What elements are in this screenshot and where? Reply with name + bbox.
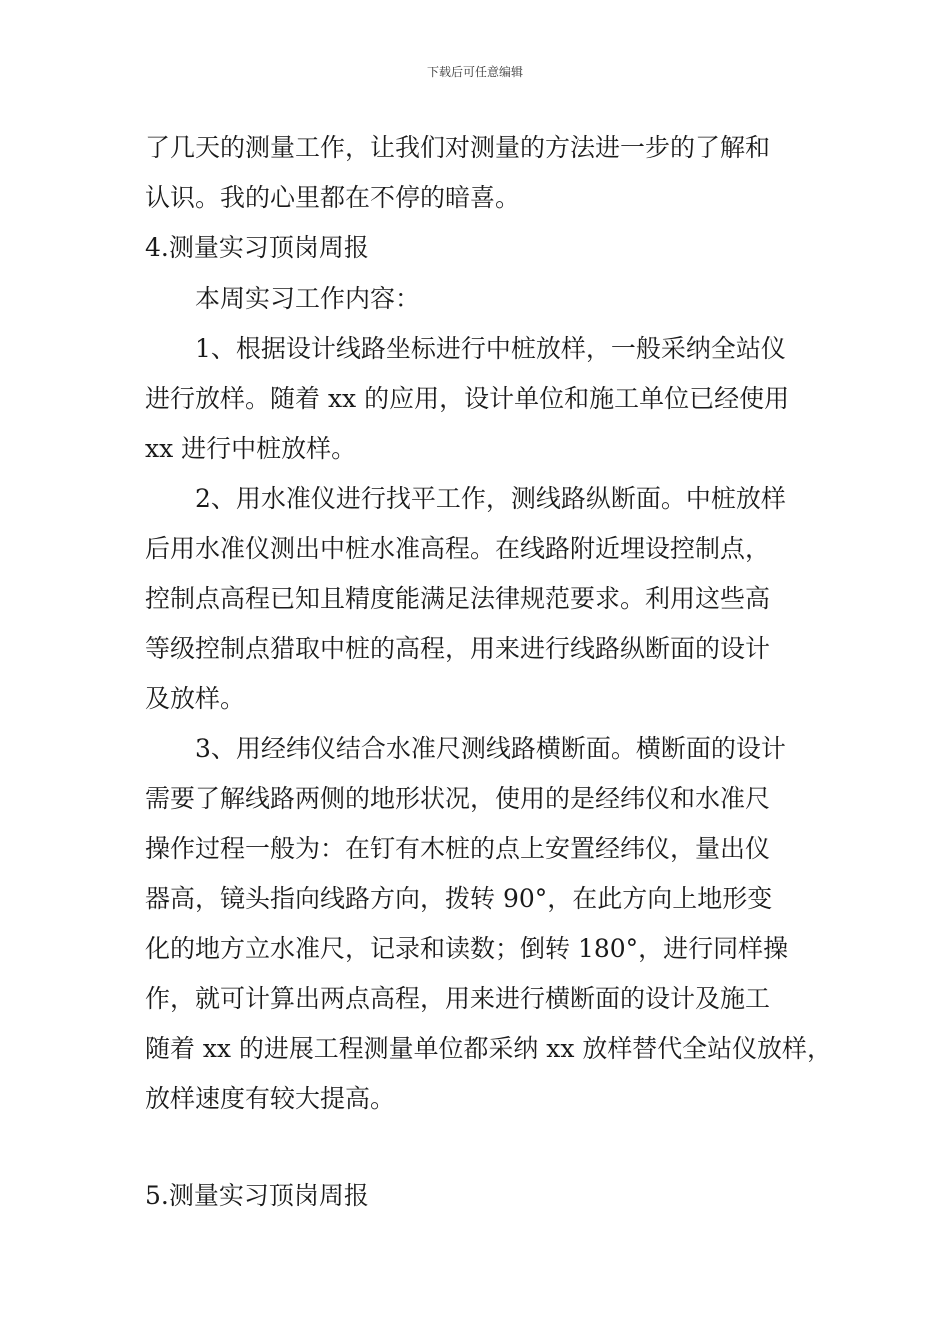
body-line: 随着 xx 的进展工程测量单位都采纳 xx 放样替代全站仪放样， [145,1034,832,1063]
body-line: 3、用经纬仪结合水准尺测线路横断面。横断面的设计 [195,734,786,763]
body-line: 控制点高程已知且精度能满足法律规范要求。利用这些高 [145,584,771,613]
section-heading: 5.测量实习顶岗周报 [145,1181,369,1210]
body-line: 等级控制点猎取中桩的高程，用来进行线路纵断面的设计 [145,634,771,663]
body-line: 认识。我的心里都在不停的暗喜。 [145,183,521,212]
body-line: 放样速度有较大提高。 [145,1084,396,1113]
body-line: 了几天的测量工作，让我们对测量的方法进一步的了解和 [145,133,771,162]
body-line: 本周实习工作内容： [195,284,421,313]
body-line: 化的地方立水准尺，记录和读数；倒转 180°，进行同样操 [145,934,789,963]
body-line: 进行放样。随着 xx 的应用，设计单位和施工单位已经使用 [145,384,790,413]
body-line: 操作过程一般为：在钉有木桩的点上安置经纬仪，量出仪 [145,834,771,863]
body-line: 1、根据设计线路坐标进行中桩放样，一般采纳全站仪 [195,334,786,363]
body-line: 作，就可计算出两点高程，用来进行横断面的设计及施工 [145,984,771,1013]
body-line: 后用水准仪测出中桩水准高程。在线路附近埋设控制点， [145,534,771,563]
body-line: 器高，镜头指向线路方向，拨转 90°，在此方向上地形变 [145,884,773,913]
body-line: 2、用水准仪进行找平工作，测线路纵断面。中桩放样 [195,484,786,513]
page-header: 下载后可任意编辑 [426,65,523,79]
body-line: xx 进行中桩放样。 [145,434,357,463]
body-line: 及放样。 [145,684,246,713]
section-heading: 4.测量实习顶岗周报 [145,233,369,262]
body-line: 需要了解线路两侧的地形状况，使用的是经纬仪和水准尺 [145,784,771,813]
